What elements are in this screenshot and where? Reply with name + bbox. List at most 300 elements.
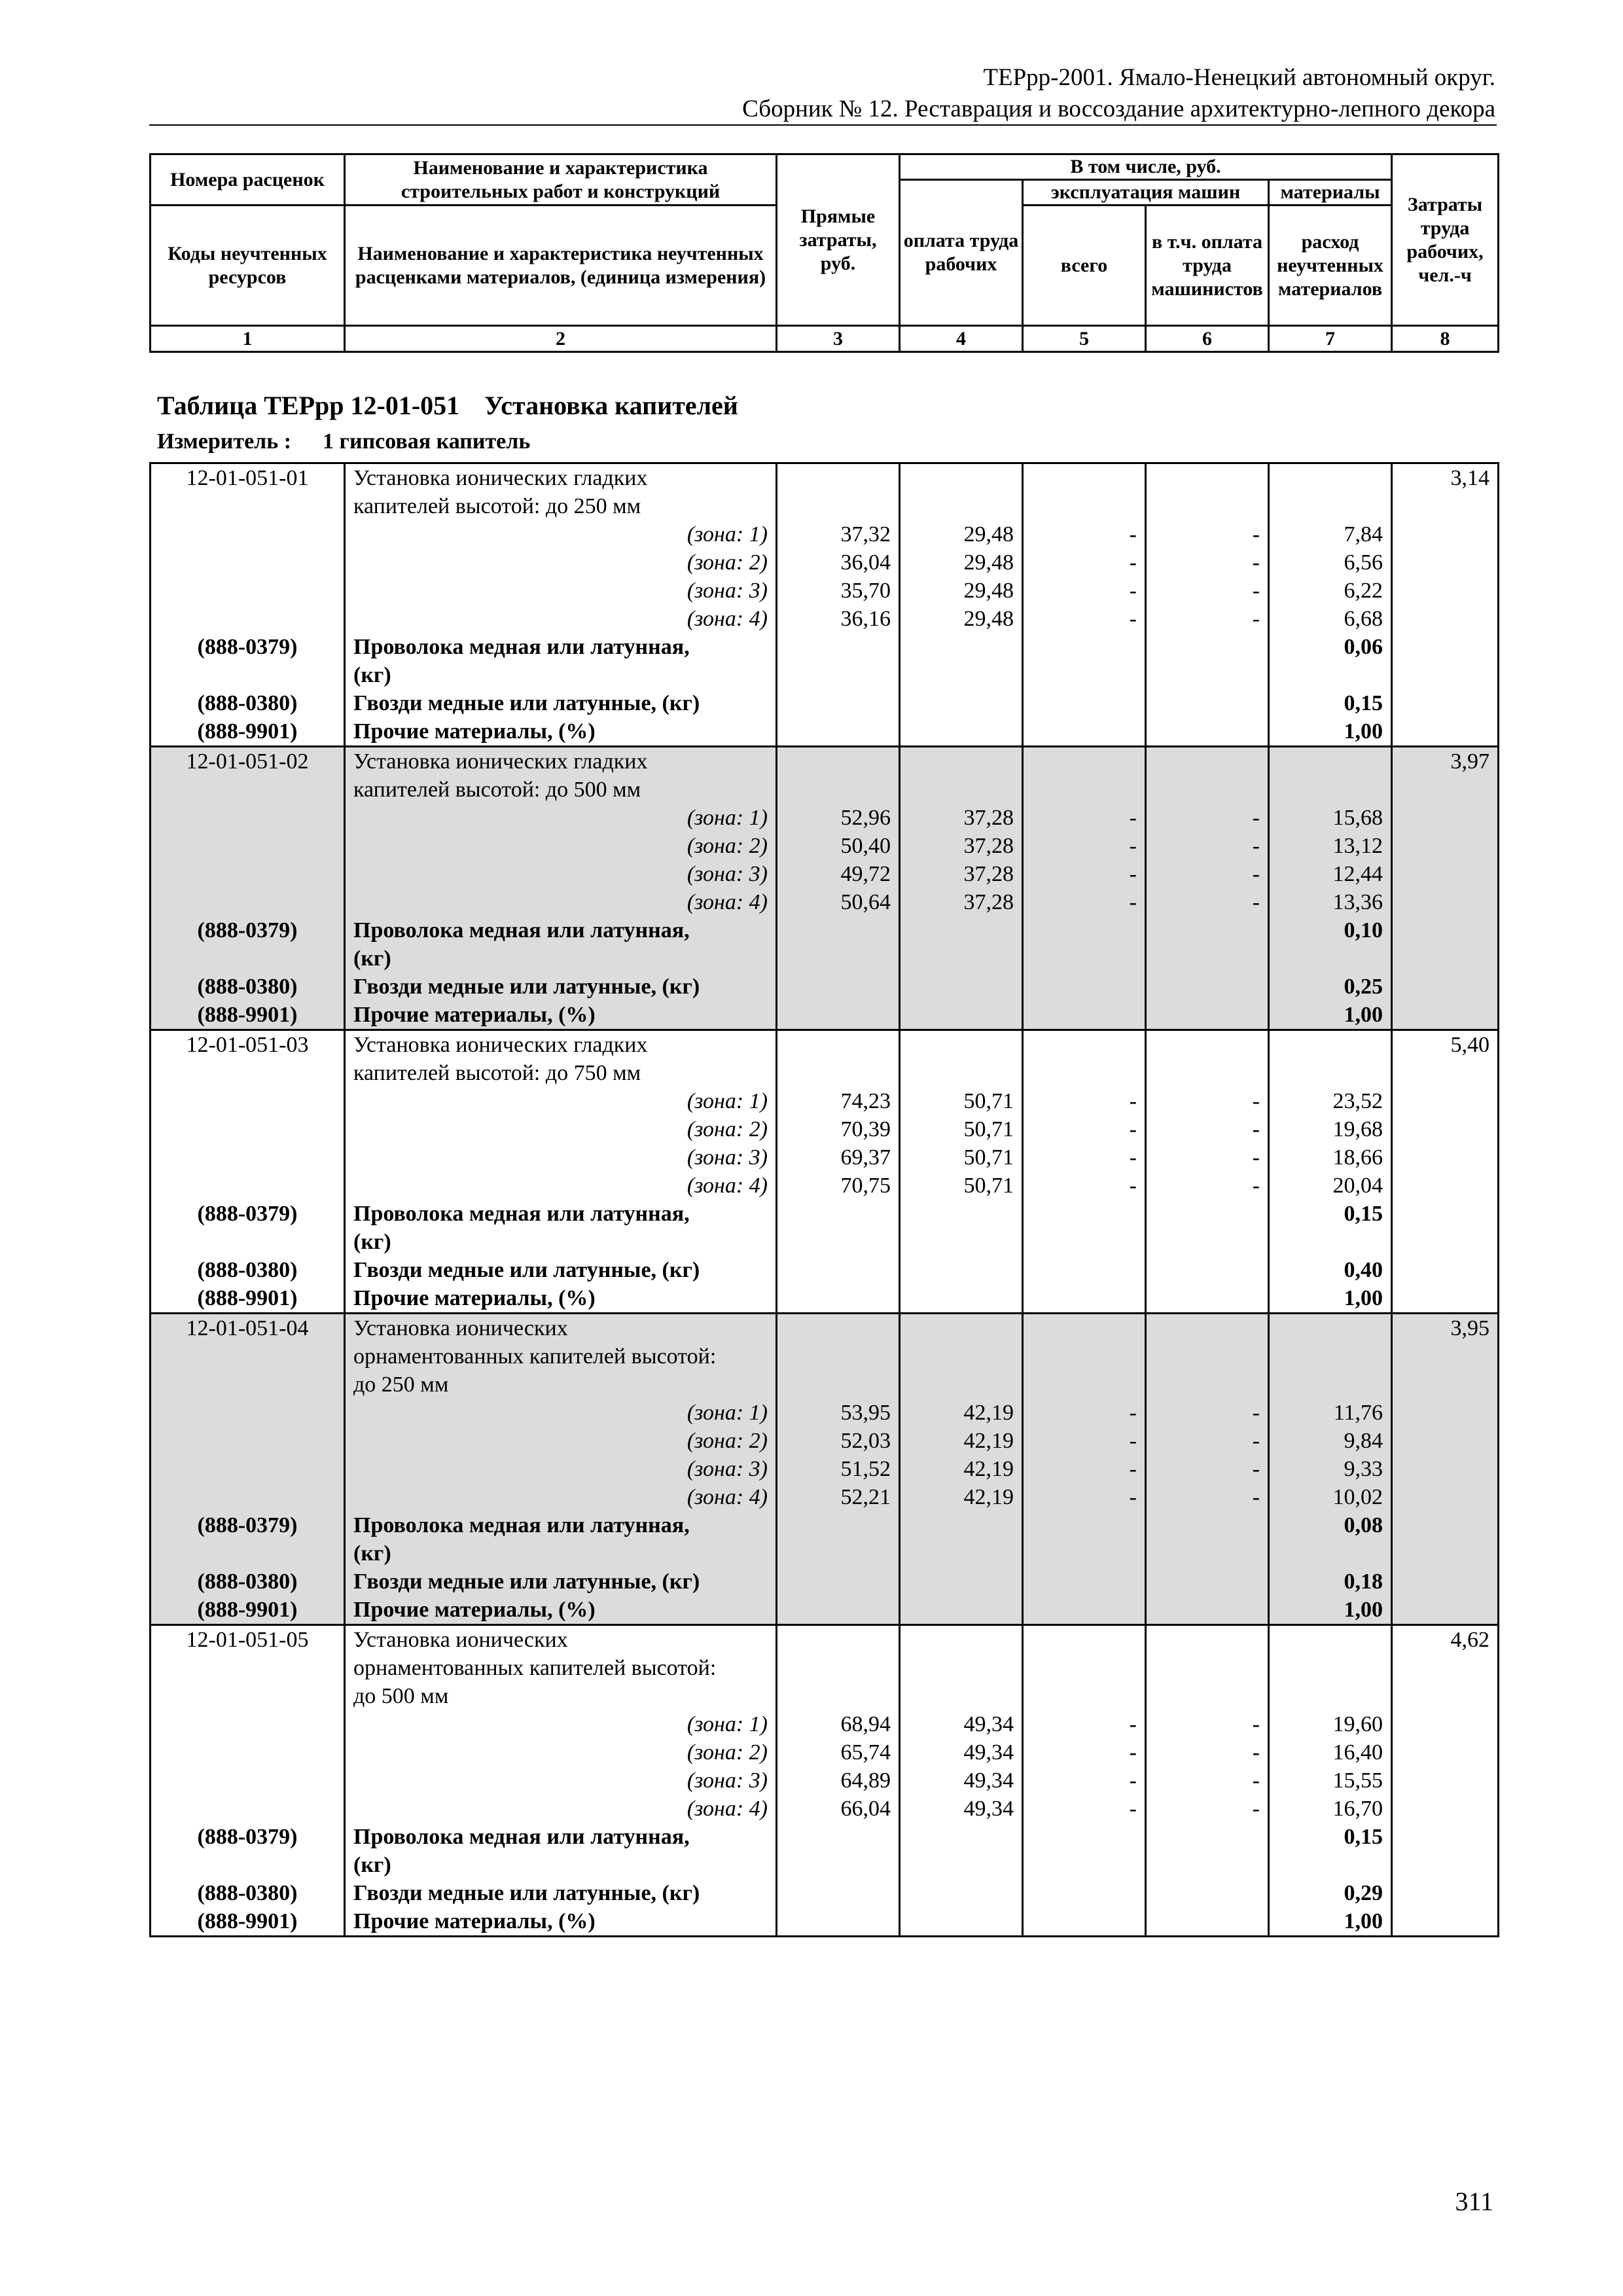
- empty-cell: [1392, 1879, 1499, 1907]
- empty-cell: [777, 1030, 900, 1060]
- empty-cell: [1023, 1568, 1146, 1596]
- group-header: В том числе, руб.: [900, 154, 1392, 180]
- empty-cell: [151, 1115, 345, 1143]
- material-consumption: 0,15: [1269, 1200, 1392, 1228]
- worker-pay: 29,48: [900, 520, 1023, 548]
- empty-cell: [900, 944, 1023, 973]
- material-row: [151, 1568, 1499, 1596]
- zone-label: (зона: 4): [345, 1483, 777, 1511]
- empty-cell: [777, 463, 900, 493]
- empty-cell: [1023, 1654, 1146, 1682]
- col3-header: Прямые затраты, руб.: [777, 154, 900, 326]
- empty-cell: [151, 661, 345, 689]
- machinist-pay: -: [1146, 1767, 1269, 1795]
- empty-cell: [1392, 577, 1499, 605]
- zone-label: (зона: 2): [345, 1115, 777, 1143]
- empty-cell: [777, 1511, 900, 1539]
- worker-pay: 49,34: [900, 1710, 1023, 1738]
- empty-cell: [1023, 717, 1146, 747]
- empty-cell: [1146, 1654, 1269, 1682]
- zone-row: [151, 1483, 1499, 1511]
- empty-cell: [151, 832, 345, 860]
- empty-cell: [1392, 661, 1499, 689]
- materials-cost: 19,60: [1269, 1710, 1392, 1738]
- empty-cell: [900, 1851, 1023, 1879]
- empty-cell: [777, 1200, 900, 1228]
- empty-cell: [900, 1539, 1023, 1568]
- empty-cell: [777, 1059, 900, 1087]
- empty-cell: [1146, 1030, 1269, 1060]
- empty-cell: [1023, 1823, 1146, 1851]
- materials-cost: 20,04: [1269, 1172, 1392, 1200]
- empty-cell: [151, 577, 345, 605]
- empty-cell: [151, 944, 345, 973]
- material-unit: (кг): [345, 1851, 777, 1879]
- empty-cell: [1023, 747, 1146, 776]
- empty-cell: [1146, 776, 1269, 804]
- rate-name-line: капителей высотой: до 750 мм: [345, 1059, 777, 1087]
- rate-name-line: орнаментованных капителей высотой:: [345, 1654, 777, 1682]
- empty-cell: [151, 888, 345, 916]
- machines-total: -: [1023, 548, 1146, 577]
- worker-pay: 49,34: [900, 1738, 1023, 1767]
- empty-cell: [900, 633, 1023, 661]
- empty-cell: [151, 1455, 345, 1483]
- machines-total: -: [1023, 1087, 1146, 1115]
- resource-code: (888-9901): [151, 1596, 345, 1625]
- material-name: Прочие материалы, (%): [345, 1284, 777, 1314]
- empty-cell: [1269, 1059, 1392, 1087]
- rate-name-row: [151, 1682, 1499, 1710]
- resource-code: (888-0379): [151, 633, 345, 661]
- empty-cell: [1392, 1399, 1499, 1427]
- empty-cell: [900, 1907, 1023, 1937]
- machinist-pay: -: [1146, 1087, 1269, 1115]
- running-header-title: ТЕРрр-2001. Ямало-Ненецкий автономный округ.: [983, 64, 1495, 91]
- material-consumption: 1,00: [1269, 1596, 1392, 1625]
- materials-cost: 13,12: [1269, 832, 1392, 860]
- empty-cell: [1392, 916, 1499, 944]
- rate-name-row: [151, 1371, 1499, 1399]
- worker-pay: 50,71: [900, 1172, 1023, 1200]
- zone-label: (зона: 2): [345, 832, 777, 860]
- empty-cell: [900, 1314, 1023, 1343]
- empty-cell: [900, 1342, 1023, 1371]
- empty-cell: [151, 1399, 345, 1427]
- empty-cell: [900, 1256, 1023, 1284]
- empty-cell: [900, 973, 1023, 1001]
- empty-cell: [1023, 463, 1146, 493]
- direct-cost: 70,75: [777, 1172, 900, 1200]
- labor-cost: [1392, 1342, 1499, 1371]
- empty-cell: [1269, 776, 1392, 804]
- direct-cost: 52,96: [777, 804, 900, 832]
- machines-total: -: [1023, 1738, 1146, 1767]
- empty-cell: [151, 1539, 345, 1568]
- zone-label: (зона: 3): [345, 577, 777, 605]
- empty-cell: [1023, 661, 1146, 689]
- empty-cell: [1146, 1596, 1269, 1625]
- empty-cell: [1146, 1823, 1269, 1851]
- zone-label: (зона: 1): [345, 1710, 777, 1738]
- empty-cell: [900, 1371, 1023, 1399]
- rate-name-row: [151, 1314, 1499, 1343]
- table-title: Таблица ТЕРрр 12-01-051 Установка капителей: [157, 391, 738, 420]
- machines-total: -: [1023, 605, 1146, 633]
- rate-name-line: Установка ионических гладких: [345, 747, 777, 776]
- empty-cell: [1146, 1851, 1269, 1879]
- empty-cell: [1392, 1851, 1499, 1879]
- material-name: Гвозди медные или латунные, (кг): [345, 689, 777, 717]
- empty-cell: [1392, 1483, 1499, 1511]
- empty-cell: [1146, 1200, 1269, 1228]
- zone-row: [151, 888, 1499, 916]
- empty-cell: [1392, 1172, 1499, 1200]
- empty-cell: [900, 1200, 1023, 1228]
- rate-code: [151, 776, 345, 804]
- resource-code: (888-0380): [151, 1568, 345, 1596]
- empty-cell: [1146, 1314, 1269, 1343]
- empty-cell: [1146, 944, 1269, 973]
- empty-cell: [1269, 1342, 1392, 1371]
- material-consumption: 1,00: [1269, 1907, 1392, 1937]
- machinist-pay: -: [1146, 1795, 1269, 1823]
- rate-name-line: до 250 мм: [345, 1371, 777, 1399]
- material-row-cont: [151, 661, 1499, 689]
- worker-pay: 42,19: [900, 1455, 1023, 1483]
- resource-code: (888-0380): [151, 689, 345, 717]
- empty-cell: [1269, 1030, 1392, 1060]
- empty-cell: [777, 747, 900, 776]
- empty-cell: [900, 1284, 1023, 1314]
- materials-header: материалы: [1269, 180, 1392, 206]
- col-number-6: 6: [1146, 326, 1269, 352]
- material-consumption: [1269, 1228, 1392, 1256]
- rate-name-line: капителей высотой: до 500 мм: [345, 776, 777, 804]
- empty-cell: [151, 1851, 345, 1879]
- empty-cell: [777, 633, 900, 661]
- empty-cell: [151, 1710, 345, 1738]
- machinist-pay: -: [1146, 605, 1269, 633]
- material-row: [151, 1907, 1499, 1937]
- empty-cell: [1146, 633, 1269, 661]
- empty-cell: [777, 1568, 900, 1596]
- rate-name-line: Установка ионических гладких: [345, 1030, 777, 1060]
- zone-label: (зона: 3): [345, 1455, 777, 1483]
- empty-cell: [1146, 661, 1269, 689]
- empty-cell: [1023, 1511, 1146, 1539]
- empty-cell: [1392, 1427, 1499, 1455]
- worker-pay: 29,48: [900, 548, 1023, 577]
- col-number-2: 2: [345, 326, 777, 352]
- running-header-collection: Сборник № 12. Реставрация и воссоздание архитектурно-лепного декора: [742, 96, 1495, 122]
- zone-row: [151, 1172, 1499, 1200]
- machines-total: -: [1023, 1795, 1146, 1823]
- col6-header: в т.ч. оплата труда машинистов: [1146, 206, 1269, 326]
- empty-cell: [900, 1030, 1023, 1060]
- empty-cell: [777, 1851, 900, 1879]
- machines-header: эксплуатация машин: [1023, 180, 1269, 206]
- empty-cell: [1269, 1371, 1392, 1399]
- direct-cost: 52,21: [777, 1483, 900, 1511]
- empty-cell: [1023, 973, 1146, 1001]
- materials-cost: 15,68: [1269, 804, 1392, 832]
- resource-code: (888-9901): [151, 717, 345, 747]
- rate-name-line: Установка ионических: [345, 1314, 777, 1343]
- empty-cell: [777, 1654, 900, 1682]
- direct-cost: 74,23: [777, 1087, 900, 1115]
- empty-cell: [1392, 1200, 1499, 1228]
- material-row: [151, 689, 1499, 717]
- material-consumption: 0,08: [1269, 1511, 1392, 1539]
- material-name: Прочие материалы, (%): [345, 717, 777, 747]
- direct-cost: 70,39: [777, 1115, 900, 1143]
- direct-cost: 68,94: [777, 1710, 900, 1738]
- empty-cell: [1023, 1907, 1146, 1937]
- rate-name-row: [151, 492, 1499, 520]
- empty-cell: [151, 605, 345, 633]
- direct-cost: 36,04: [777, 548, 900, 577]
- empty-cell: [1392, 860, 1499, 888]
- machinist-pay: -: [1146, 832, 1269, 860]
- empty-cell: [777, 689, 900, 717]
- empty-cell: [1392, 804, 1499, 832]
- col7-header: расход неучтенных материалов: [1269, 206, 1392, 326]
- empty-cell: [777, 776, 900, 804]
- zone-label: (зона: 1): [345, 804, 777, 832]
- materials-cost: 10,02: [1269, 1483, 1392, 1511]
- empty-cell: [1392, 1143, 1499, 1172]
- labor-cost: 3,97: [1392, 747, 1499, 776]
- empty-cell: [1392, 1795, 1499, 1823]
- col-number-8: 8: [1392, 326, 1499, 352]
- resource-code: (888-0379): [151, 1823, 345, 1851]
- empty-cell: [1392, 1001, 1499, 1030]
- material-consumption: 0,15: [1269, 1823, 1392, 1851]
- empty-cell: [900, 747, 1023, 776]
- empty-cell: [1392, 520, 1499, 548]
- empty-cell: [1023, 1879, 1146, 1907]
- empty-cell: [1146, 463, 1269, 493]
- empty-cell: [1146, 1511, 1269, 1539]
- zone-row: [151, 1738, 1499, 1767]
- material-row: [151, 1284, 1499, 1314]
- empty-cell: [151, 1738, 345, 1767]
- machinist-pay: -: [1146, 804, 1269, 832]
- worker-pay: 42,19: [900, 1427, 1023, 1455]
- col-number-3: 3: [777, 326, 900, 352]
- rate-name-line: Установка ионических: [345, 1625, 777, 1655]
- zone-row: [151, 1087, 1499, 1115]
- empty-cell: [1392, 973, 1499, 1001]
- machines-total: -: [1023, 1143, 1146, 1172]
- empty-cell: [1146, 1682, 1269, 1710]
- empty-cell: [1023, 916, 1146, 944]
- empty-cell: [1146, 689, 1269, 717]
- resource-code: (888-9901): [151, 1907, 345, 1937]
- labor-cost: [1392, 1371, 1499, 1399]
- machinist-pay: -: [1146, 548, 1269, 577]
- col-number-4: 4: [900, 326, 1023, 352]
- zone-row: [151, 1399, 1499, 1427]
- empty-cell: [1023, 1001, 1146, 1030]
- zone-label: (зона: 1): [345, 1087, 777, 1115]
- material-row: [151, 717, 1499, 747]
- machines-total: -: [1023, 1115, 1146, 1143]
- material-name: Прочие материалы, (%): [345, 1001, 777, 1030]
- machinist-pay: -: [1146, 520, 1269, 548]
- zone-row: [151, 860, 1499, 888]
- empty-cell: [1392, 1907, 1499, 1937]
- machines-total: -: [1023, 804, 1146, 832]
- materials-cost: 9,33: [1269, 1455, 1392, 1483]
- machines-total: -: [1023, 1767, 1146, 1795]
- material-consumption: [1269, 1539, 1392, 1568]
- material-name: Гвозди медные или латунные, (кг): [345, 973, 777, 1001]
- worker-pay: 29,48: [900, 577, 1023, 605]
- empty-cell: [1392, 1087, 1499, 1115]
- empty-cell: [1392, 689, 1499, 717]
- material-name: Проволока медная или латунная,: [345, 1200, 777, 1228]
- zone-label: (зона: 2): [345, 548, 777, 577]
- empty-cell: [900, 661, 1023, 689]
- direct-cost: 37,32: [777, 520, 900, 548]
- material-unit: (кг): [345, 1228, 777, 1256]
- empty-cell: [1392, 1568, 1499, 1596]
- machines-total: -: [1023, 1172, 1146, 1200]
- rate-name-row: [151, 1654, 1499, 1682]
- worker-pay: 37,28: [900, 888, 1023, 916]
- empty-cell: [777, 1907, 900, 1937]
- machines-total: -: [1023, 1455, 1146, 1483]
- empty-cell: [900, 1625, 1023, 1655]
- machinist-pay: -: [1146, 1455, 1269, 1483]
- empty-cell: [1023, 492, 1146, 520]
- resource-code: (888-0380): [151, 973, 345, 1001]
- empty-cell: [777, 1256, 900, 1284]
- rate-name-row: [151, 1030, 1499, 1060]
- empty-cell: [1023, 776, 1146, 804]
- empty-cell: [1269, 1625, 1392, 1655]
- col2-bottom-header: Наименование и характеристика неучтенных расценками материалов, (единица измерения): [345, 206, 777, 326]
- empty-cell: [900, 463, 1023, 493]
- empty-cell: [1023, 633, 1146, 661]
- zone-label: (зона: 3): [345, 1143, 777, 1172]
- empty-cell: [1023, 1371, 1146, 1399]
- resource-code: (888-0379): [151, 916, 345, 944]
- empty-cell: [900, 1654, 1023, 1682]
- material-row: [151, 1511, 1499, 1539]
- empty-cell: [151, 1767, 345, 1795]
- rates-table: [149, 462, 1499, 1937]
- machinist-pay: -: [1146, 1738, 1269, 1767]
- empty-cell: [1023, 1342, 1146, 1371]
- col-number-7: 7: [1269, 326, 1392, 352]
- rate-name-line: орнаментованных капителей высотой:: [345, 1342, 777, 1371]
- empty-cell: [777, 1284, 900, 1314]
- empty-cell: [1023, 1596, 1146, 1625]
- worker-pay: 29,48: [900, 605, 1023, 633]
- table-name: Установка капителей: [484, 391, 738, 420]
- empty-cell: [1146, 1568, 1269, 1596]
- resource-code: (888-0379): [151, 1511, 345, 1539]
- empty-cell: [900, 1596, 1023, 1625]
- material-row: [151, 1001, 1499, 1030]
- rate-name-line: капителей высотой: до 250 мм: [345, 492, 777, 520]
- zone-label: (зона: 3): [345, 860, 777, 888]
- labor-cost: 3,95: [1392, 1314, 1499, 1343]
- zone-row: [151, 804, 1499, 832]
- empty-cell: [1023, 1314, 1146, 1343]
- empty-cell: [151, 1795, 345, 1823]
- empty-cell: [900, 492, 1023, 520]
- empty-cell: [900, 1682, 1023, 1710]
- empty-cell: [777, 661, 900, 689]
- empty-cell: [900, 1228, 1023, 1256]
- machines-total: -: [1023, 1427, 1146, 1455]
- material-consumption: 0,25: [1269, 973, 1392, 1001]
- machines-total: -: [1023, 888, 1146, 916]
- worker-pay: 49,34: [900, 1767, 1023, 1795]
- empty-cell: [1146, 1539, 1269, 1568]
- material-consumption: 0,15: [1269, 689, 1392, 717]
- worker-pay: 37,28: [900, 860, 1023, 888]
- material-name: Гвозди медные или латунные, (кг): [345, 1879, 777, 1907]
- labor-cost: [1392, 1059, 1499, 1087]
- empty-cell: [151, 1228, 345, 1256]
- materials-cost: 6,68: [1269, 605, 1392, 633]
- machines-total: -: [1023, 1710, 1146, 1738]
- empty-cell: [900, 776, 1023, 804]
- direct-cost: 49,72: [777, 860, 900, 888]
- resource-code: (888-9901): [151, 1284, 345, 1314]
- machinist-pay: -: [1146, 1115, 1269, 1143]
- empty-cell: [1146, 1228, 1269, 1256]
- materials-cost: 9,84: [1269, 1427, 1392, 1455]
- zone-row: [151, 1795, 1499, 1823]
- material-consumption: 0,10: [1269, 916, 1392, 944]
- rate-code: 12-01-051-02: [151, 747, 345, 776]
- material-name: Проволока медная или латунная,: [345, 1823, 777, 1851]
- empty-cell: [1392, 1115, 1499, 1143]
- empty-cell: [1392, 1823, 1499, 1851]
- worker-pay: 50,71: [900, 1115, 1023, 1143]
- zone-label: (зона: 4): [345, 888, 777, 916]
- direct-cost: 53,95: [777, 1399, 900, 1427]
- zone-row: [151, 1115, 1499, 1143]
- column-header-table: [149, 153, 1499, 353]
- empty-cell: [151, 1483, 345, 1511]
- material-row: [151, 1879, 1499, 1907]
- rate-name-row: [151, 463, 1499, 493]
- empty-cell: [1392, 1710, 1499, 1738]
- worker-pay: 50,71: [900, 1143, 1023, 1172]
- empty-cell: [900, 1568, 1023, 1596]
- empty-cell: [777, 1625, 900, 1655]
- machines-total: -: [1023, 832, 1146, 860]
- empty-cell: [1269, 1314, 1392, 1343]
- empty-cell: [900, 916, 1023, 944]
- empty-cell: [1392, 1455, 1499, 1483]
- empty-cell: [777, 1371, 900, 1399]
- labor-cost: [1392, 492, 1499, 520]
- rate-code: [151, 1059, 345, 1087]
- direct-cost: 51,52: [777, 1455, 900, 1483]
- empty-cell: [1146, 492, 1269, 520]
- material-consumption: [1269, 1851, 1392, 1879]
- zone-label: (зона: 2): [345, 1427, 777, 1455]
- materials-cost: 6,22: [1269, 577, 1392, 605]
